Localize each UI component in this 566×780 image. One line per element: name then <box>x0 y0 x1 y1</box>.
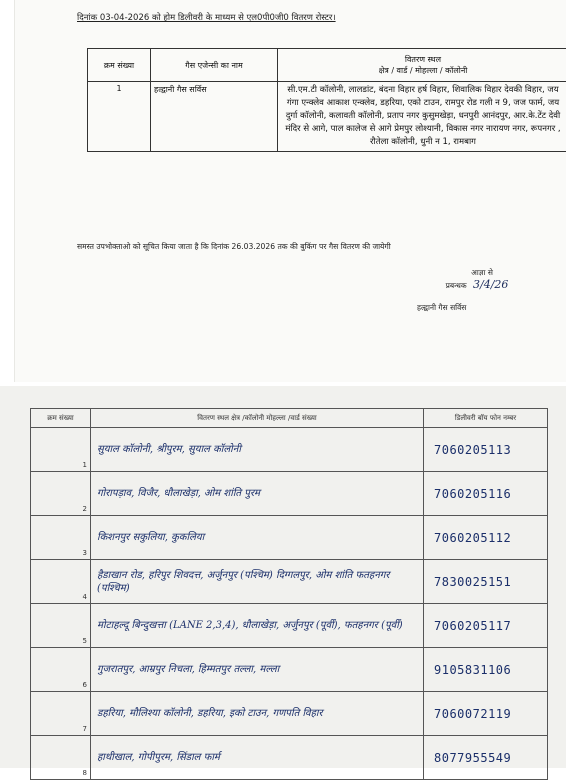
row-phone: 7830025151 <box>424 560 548 604</box>
row-phone: 7060205116 <box>424 472 548 516</box>
row-serial: 2 <box>31 472 91 516</box>
notice-document <box>14 0 566 382</box>
row-phone: 7060205113 <box>424 428 548 472</box>
row-area: किशनपुर सकुलिया, कुकलिया <box>91 516 424 560</box>
row-serial: 4 <box>31 560 91 604</box>
row-area: हाथीखाल, गोपीपुरम, सिंडाल फार्म <box>91 736 424 780</box>
signature-block <box>417 268 537 313</box>
row-area: गोरापड़ाव, विजैर, धौलाखेड़ा, ओम शांति पुरम <box>91 472 424 516</box>
notice-header: दिनांक 03-04-2026 को होम डिलीवरी के माध्यम से एल0पी0जी0 वितरण रोस्टर। <box>77 12 336 23</box>
manager-label: प्रबन्धक <box>446 281 467 290</box>
row-phone: 7060205117 <box>424 604 548 648</box>
row-serial: 7 <box>31 692 91 736</box>
handwritten-roster-sheet <box>0 386 566 768</box>
row-area: सुयाल कॉलोनी, श्रीपुरम, सुयाल कॉलोनी <box>91 428 424 472</box>
manager-line <box>417 278 537 291</box>
table-row <box>88 82 566 152</box>
table-header-row <box>88 49 566 82</box>
order-text: आज्ञा से <box>427 268 537 278</box>
signature-date: 3/4/26 <box>473 278 508 291</box>
table-row <box>31 692 548 736</box>
row-phone: 9105831106 <box>424 648 548 692</box>
row-area: मोटाहल्दू बिन्दुखत्ता (LANE 2,3,4), धौलाखेड़ा, अर्जुनपुर (पूर्वी), फतहनगर (पूर्वी) <box>91 604 424 648</box>
row-area: हैडाखान रोड, हरिपुर शिवदत्त, अर्जुनपुर (पश्चिम) दिग्गलपुर, ओम शांति फतहनगर (पश्चिम) <box>91 560 424 604</box>
col-agency-header: गैस एजेन्सी का नाम <box>151 49 278 82</box>
row-phone: 7060072119 <box>424 692 548 736</box>
row-serial: 1 <box>31 428 91 472</box>
row-serial: 6 <box>31 648 91 692</box>
table-header-row <box>31 409 548 428</box>
table-row <box>31 428 548 472</box>
roster-table-printed <box>87 48 566 152</box>
row-serial: 8 <box>31 736 91 780</box>
booking-note: समस्त उपभोक्ताओ को सूचित किया जाता है कि दिनांक 26.03.2026 तक की बुकिंग पर गैस वितरण की जायेगी <box>77 242 391 252</box>
table-row <box>31 516 548 560</box>
row-area: सी.एम.टी कॉलोनी, लालडांट, बंदना विहार हर्ष विहार, शिवालिक विहार देवकी विहार, जय गंगा एन्क्लेव आकाश एन्क्लेव, डहरिया, एको टाउन, रामपुर रोड गली न 9, जज फार्म, जय दुर्गा कॉलोनी, कलावती कॉलोनी, प्रताप नगर कुसुमखेड़ा, धनपुरी आनंदपुर, आर.के.टेंट देवी मंदिर से आगे, पाल कालेज से आगे प्रेमपुर लोश्यानी, विकास नगर नारायण नगर, रूपनगर , रौतेला कॉलोनी, धुनी न 1, रामबाग <box>278 82 566 152</box>
row-area: गुजरातपुर, आम्रपुर निचला, हिम्मतपुर तल्ला, मल्ला <box>91 648 424 692</box>
row-phone: 7060205112 <box>424 516 548 560</box>
table-row <box>31 604 548 648</box>
col-serial-header: क्रम संख्या <box>31 409 91 428</box>
agency-signature-name: हल्द्वानी गैस सर्विस <box>417 303 537 313</box>
table-row <box>31 472 548 516</box>
table-row <box>31 736 548 780</box>
row-serial: 3 <box>31 516 91 560</box>
row-area: डहरिया, मौलिश्या कॉलोनी, डहरिया, इको टाउन, गणपति विहार <box>91 692 424 736</box>
col-area-header-line2: क्षेत्र / वार्ड / मोहल्ला / कॉलोनी <box>281 65 565 76</box>
col-area-header <box>278 49 566 82</box>
roster-table-handwritten <box>30 408 548 780</box>
col-phone-header: डिलीवरी बॉय फोन नम्बर <box>424 409 548 428</box>
row-serial: 1 <box>88 82 151 152</box>
table-row <box>31 560 548 604</box>
row-phone: 8077955549 <box>424 736 548 780</box>
row-serial: 5 <box>31 604 91 648</box>
row-agency: हल्द्वानी गैस सर्विस <box>151 82 278 152</box>
table-row <box>31 648 548 692</box>
col-area-header-line1: वितरण स्थल <box>281 54 565 65</box>
col-serial-header: क्रम संख्या <box>88 49 151 82</box>
col-area-header: वितरण स्थल क्षेत्र /कॉलोनी मोहल्ला /वार्ड संख्या <box>91 409 424 428</box>
